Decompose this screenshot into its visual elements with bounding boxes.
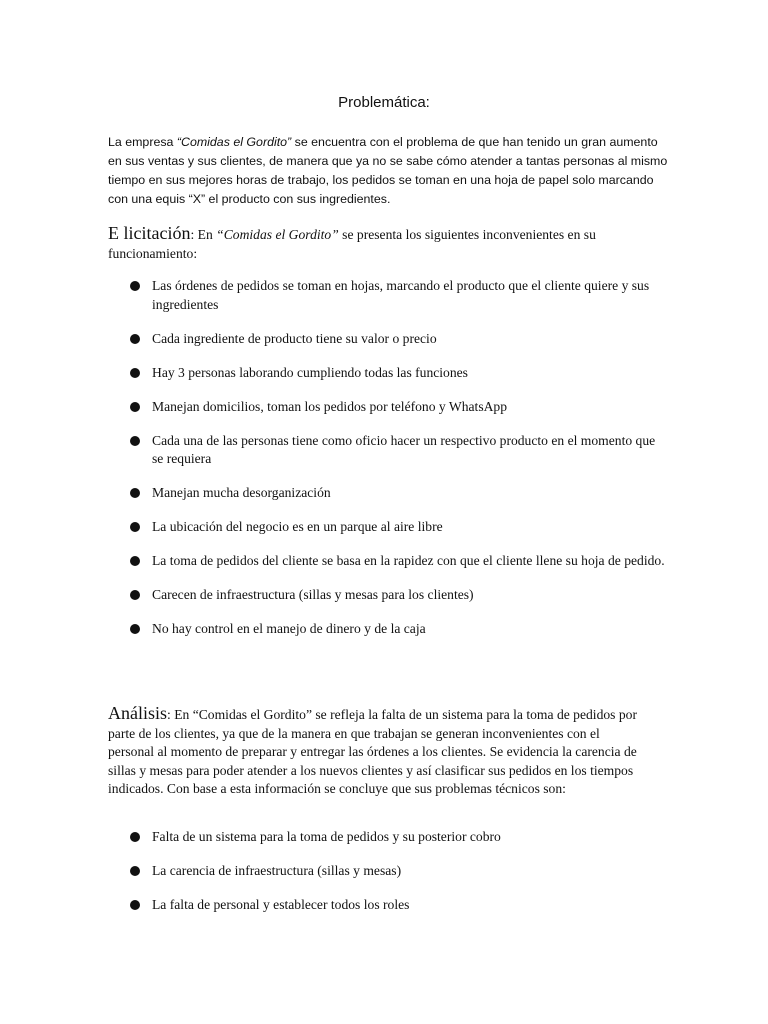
list-item: Manejan domicilios, toman los pedidos por teléfono y WhatsApp <box>108 398 668 417</box>
list-item: La ubicación del negocio es en un parque al aire libre <box>108 518 668 537</box>
list-item: Manejan mucha desorganización <box>108 484 668 503</box>
list-item: Cada ingrediente de producto tiene su valor o precio <box>108 330 668 349</box>
list-item: Carecen de infraestructura (sillas y mesas para los clientes) <box>108 586 668 605</box>
analisis-paragraph <box>108 704 648 799</box>
analisis-heading: Análisis <box>108 703 168 723</box>
elicitacion-list <box>108 277 668 654</box>
list-item: Las órdenes de pedidos se toman en hojas, marcando el producto que el cliente quiere y sus ingredientes <box>108 277 668 314</box>
intro-paragraph <box>108 133 668 209</box>
elicitacion-paragraph <box>108 224 648 263</box>
list-item: Cada una de las personas tiene como oficio hacer un respectivo producto en el momento que se requiera <box>108 432 668 469</box>
list-item: La falta de personal y establecer todos los roles <box>108 896 668 915</box>
list-item: Hay 3 personas laborando cumpliendo todas las funciones <box>108 364 668 383</box>
list-item: No hay control en el manejo de dinero y de la caja <box>108 620 668 639</box>
analisis-list <box>108 828 668 930</box>
elicitacion-colon: : En <box>190 227 217 242</box>
list-item: La carencia de infraestructura (sillas y mesas) <box>108 862 668 881</box>
intro-prefix: La empresa <box>108 135 177 149</box>
list-item: Falta de un sistema para la toma de pedidos y su posterior cobro <box>108 828 668 847</box>
elicitacion-text: se presenta los siguientes inconvenientes en su funcionamiento: <box>108 227 596 261</box>
elicitacion-heading: E licitación <box>108 223 191 243</box>
list-item: La toma de pedidos del cliente se basa en la rapidez con que el cliente llene su hoja de pedido. <box>108 552 668 571</box>
elicitacion-company-name: “Comidas el Gordito” <box>216 227 339 242</box>
intro-text: se encuentra con el problema de que han tenido un gran aumento en sus ventas y sus clientes, de manera que ya no se sabe cómo atender a tantas personas al mismo tiempo en sus mejores horas de trabajo, los pedidos se toman en una hoja de papel solo marcando con una equis “X” el producto con sus ingredientes. <box>108 135 668 206</box>
intro-company-name: “Comidas el Gordito” <box>176 135 292 149</box>
page-title: Problemática: <box>338 94 430 111</box>
analisis-text: : En “Comidas el Gordito” se refleja la falta de un sistema para la toma de pedidos por parte de los clientes, ya que de la manera en que trabajan se generan inconvenientes con el personal al momento de preparar y entregar las órdenes a los clientes. Se evidencia la carencia de sillas y mesas para poder atender a los nuevos clientes y así clasificar sus pedidos en los tiempos indicados. Con base a esta información se concluye que sus problemas técnicos son: <box>108 707 637 796</box>
